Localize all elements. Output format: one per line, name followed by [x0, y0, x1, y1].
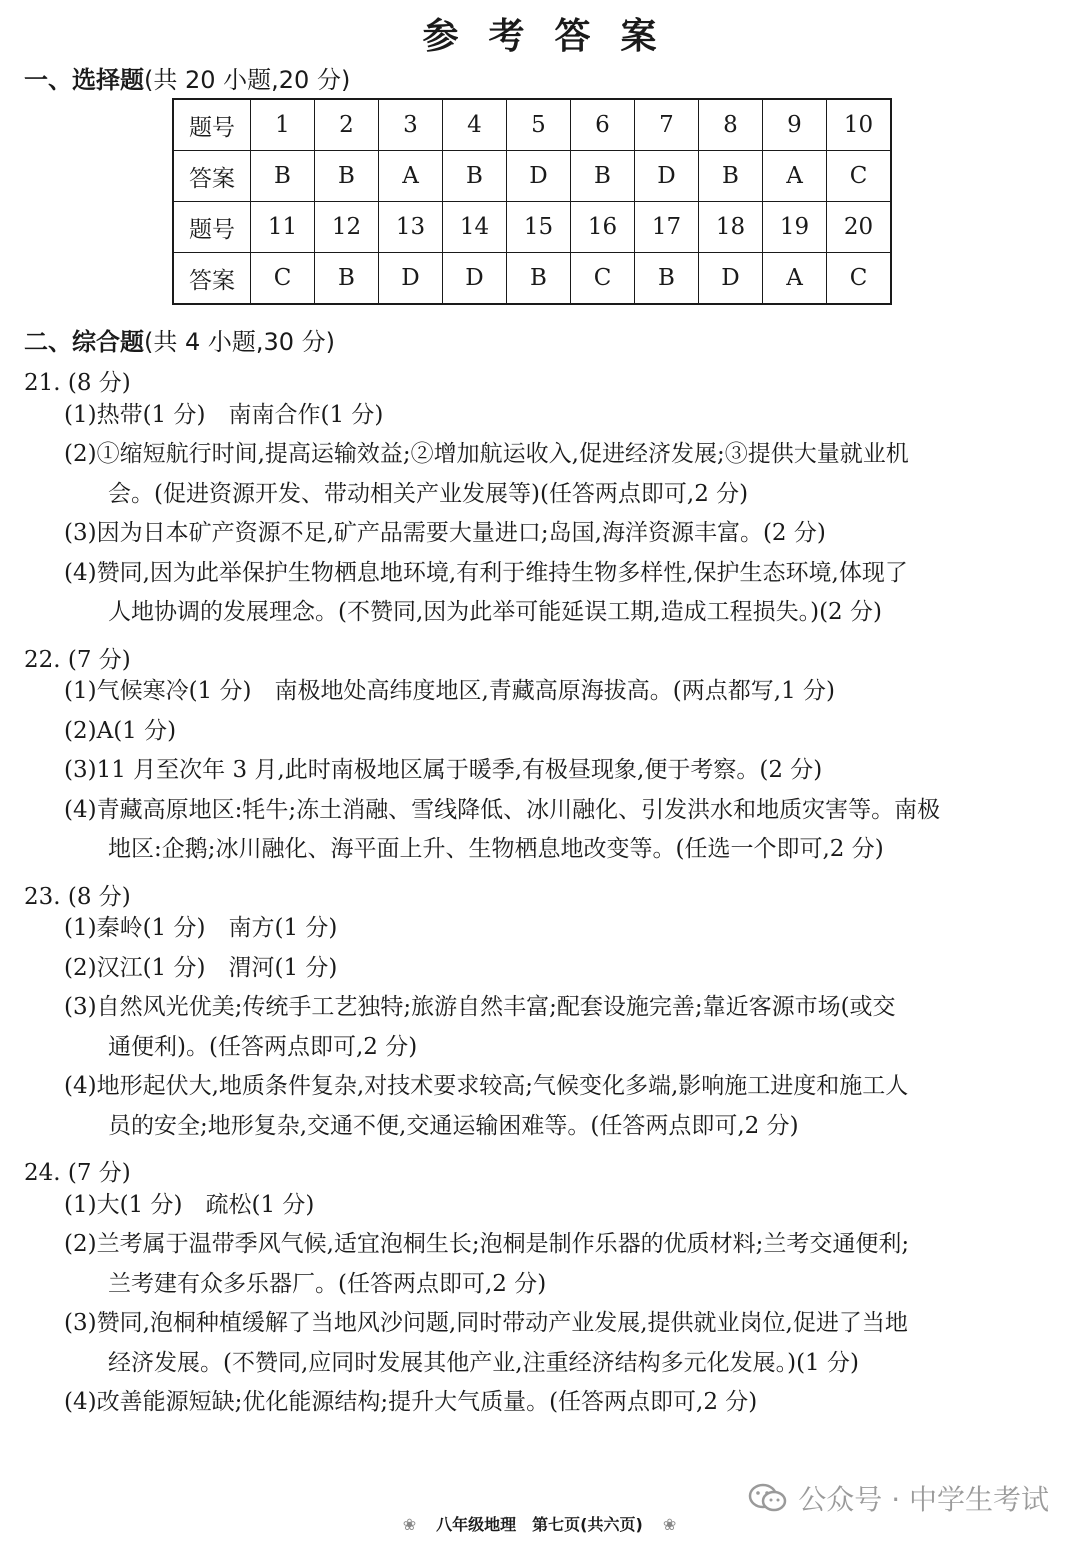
- table-cell: 18: [699, 202, 763, 253]
- table-cell: 7: [635, 99, 699, 151]
- table-cell: A: [763, 253, 827, 305]
- table-cell: 16: [571, 202, 635, 253]
- table-cell: 4: [443, 99, 507, 151]
- answer-line: 地区:企鹅;冰川融化、海平面上升、生物栖息地改变等。(任选一个即可,2 分): [108, 836, 884, 862]
- table-cell: C: [827, 151, 892, 202]
- table-row-header: 答案: [173, 151, 251, 202]
- table-cell: B: [251, 151, 315, 202]
- table-cell: 12: [315, 202, 379, 253]
- answer-line: 通便利)。(任答两点即可,2 分): [108, 1033, 418, 1060]
- table-cell: 14: [443, 202, 507, 253]
- table-row: [173, 151, 891, 202]
- answer-line: 员的安全;地形复杂,交通不便,交通运输困难等。(任答两点即可,2 分): [108, 1112, 799, 1139]
- answer-line: 兰考建有众多乐器厂。(任答两点即可,2 分): [108, 1270, 547, 1297]
- answer-line: 人地协调的发展理念。(不赞同,因为此举可能延误工期,造成工程损失。)(2 分): [108, 599, 882, 625]
- answer-line: (4)赞同,因为此举保护生物栖息地环境,有利于维持生物多样性,保护生态环境,体现了: [64, 559, 908, 586]
- table-cell: 8: [699, 99, 763, 151]
- answer-table: [172, 98, 892, 305]
- table-cell: 20: [827, 202, 892, 253]
- answer-line: (2)A(1 分): [64, 717, 177, 744]
- table-cell: C: [251, 253, 315, 305]
- table-cell: 9: [763, 99, 827, 151]
- watermark-text: 公众号 · 中学生考试: [798, 1483, 1049, 1516]
- table-cell: 10: [827, 99, 892, 151]
- table-row: [173, 99, 891, 151]
- answer-line: (1)热带(1 分) 南南合作(1 分): [64, 401, 384, 428]
- table-cell: D: [507, 151, 571, 202]
- question-heading: 23. (8 分): [24, 883, 131, 910]
- table-cell: 3: [379, 99, 443, 151]
- answer-line: (3)赞同,泡桐种植缓解了当地风沙问题,同时带动产业发展,提供就业岗位,促进了当地: [64, 1310, 908, 1336]
- table-cell: 17: [635, 202, 699, 253]
- table-cell: 2: [315, 99, 379, 151]
- table-cell: 6: [571, 99, 635, 151]
- table-row-header: 题号: [173, 99, 251, 151]
- section-comprehensive-name: 二、综合题: [24, 328, 144, 356]
- table-cell: A: [379, 151, 443, 202]
- flower-icon: ❀: [662, 1515, 677, 1534]
- table-cell: A: [763, 151, 827, 202]
- table-cell: B: [699, 151, 763, 202]
- answer-line: (3)11 月至次年 3 月,此时南极地区属于暖季,有极昼现象,便于考察。(2 分): [64, 757, 823, 783]
- wechat-icon: [748, 1483, 788, 1513]
- table-cell: D: [635, 151, 699, 202]
- table-cell: 15: [507, 202, 571, 253]
- flower-icon: ❀: [402, 1515, 417, 1534]
- table-cell: D: [379, 253, 443, 305]
- question-heading: 24. (7 分): [24, 1160, 131, 1186]
- table-cell: 1: [251, 99, 315, 151]
- table-cell: 5: [507, 99, 571, 151]
- answer-line: (1)气候寒冷(1 分) 南极地处高纬度地区,青藏高原海拔高。(两点都写,1 分): [64, 678, 835, 704]
- answer-line: 经济发展。(不赞同,应同时发展其他产业,注重经济结构多元化发展。)(1 分): [108, 1349, 859, 1376]
- table-cell: C: [571, 253, 635, 305]
- answer-line: (2)汉江(1 分) 渭河(1 分): [64, 954, 338, 981]
- table-cell: 11: [251, 202, 315, 253]
- answer-line: (1)大(1 分) 疏松(1 分): [64, 1191, 315, 1218]
- footer-text: 八年级地理 第七页(共六页): [436, 1515, 643, 1534]
- table-cell: D: [699, 253, 763, 305]
- table-cell: B: [507, 253, 571, 305]
- table-cell: B: [315, 253, 379, 305]
- answer-line: (3)因为日本矿产资源不足,矿产品需要大量进口;岛国,海洋资源丰富。(2 分): [64, 520, 826, 546]
- question-heading: 21. (8 分): [24, 370, 131, 396]
- answer-line: (2)兰考属于温带季风气候,适宜泡桐生长;泡桐是制作乐器的优质材料;兰考交通便利;: [64, 1231, 910, 1257]
- answer-line: (4)地形起伏大,地质条件复杂,对技术要求较高;气候变化多端,影响施工进度和施工人: [64, 1073, 909, 1099]
- answer-line: (3)自然风光优美;传统手工艺独特;旅游自然丰富;配套设施完善;靠近客源市场(或交: [64, 994, 896, 1020]
- table-cell: 19: [763, 202, 827, 253]
- table-cell: D: [443, 253, 507, 305]
- answer-line: (4)改善能源短缺;优化能源结构;提升大气质量。(任答两点即可,2 分): [64, 1389, 758, 1415]
- table-cell: 13: [379, 202, 443, 253]
- page-footer: [0, 1512, 1079, 1535]
- question-heading: 22. (7 分): [24, 646, 131, 673]
- table-cell: C: [827, 253, 892, 305]
- answer-line: (2)①缩短航行时间,提高运输效益;②增加航运收入,促进经济发展;③提供大量就业机: [64, 441, 909, 467]
- table-row: [173, 253, 891, 305]
- table-cell: B: [443, 151, 507, 202]
- table-row-header: 题号: [173, 202, 251, 253]
- table-cell: B: [315, 151, 379, 202]
- answer-line: (1)秦岭(1 分) 南方(1 分): [64, 915, 338, 941]
- section-choice-name: 一、选择题: [24, 66, 144, 94]
- table-row: [173, 202, 891, 253]
- table-cell: B: [571, 151, 635, 202]
- answer-line: 会。(促进资源开发、带动相关产业发展等)(任答两点即可,2 分): [108, 480, 749, 507]
- section-choice-heading: [24, 60, 350, 95]
- section-comprehensive-heading: [24, 322, 335, 357]
- table-cell: B: [635, 253, 699, 305]
- page-title: 参考答案: [422, 16, 687, 57]
- answer-line: (4)青藏高原地区:牦牛;冻土消融、雪线降低、冰川融化、引发洪水和地质灾害等。南极: [64, 796, 941, 823]
- table-row-header: 答案: [173, 253, 251, 305]
- section-comprehensive-info: (共 4 小题,30 分): [144, 328, 336, 356]
- section-choice-info: (共 20 小题,20 分): [144, 66, 351, 94]
